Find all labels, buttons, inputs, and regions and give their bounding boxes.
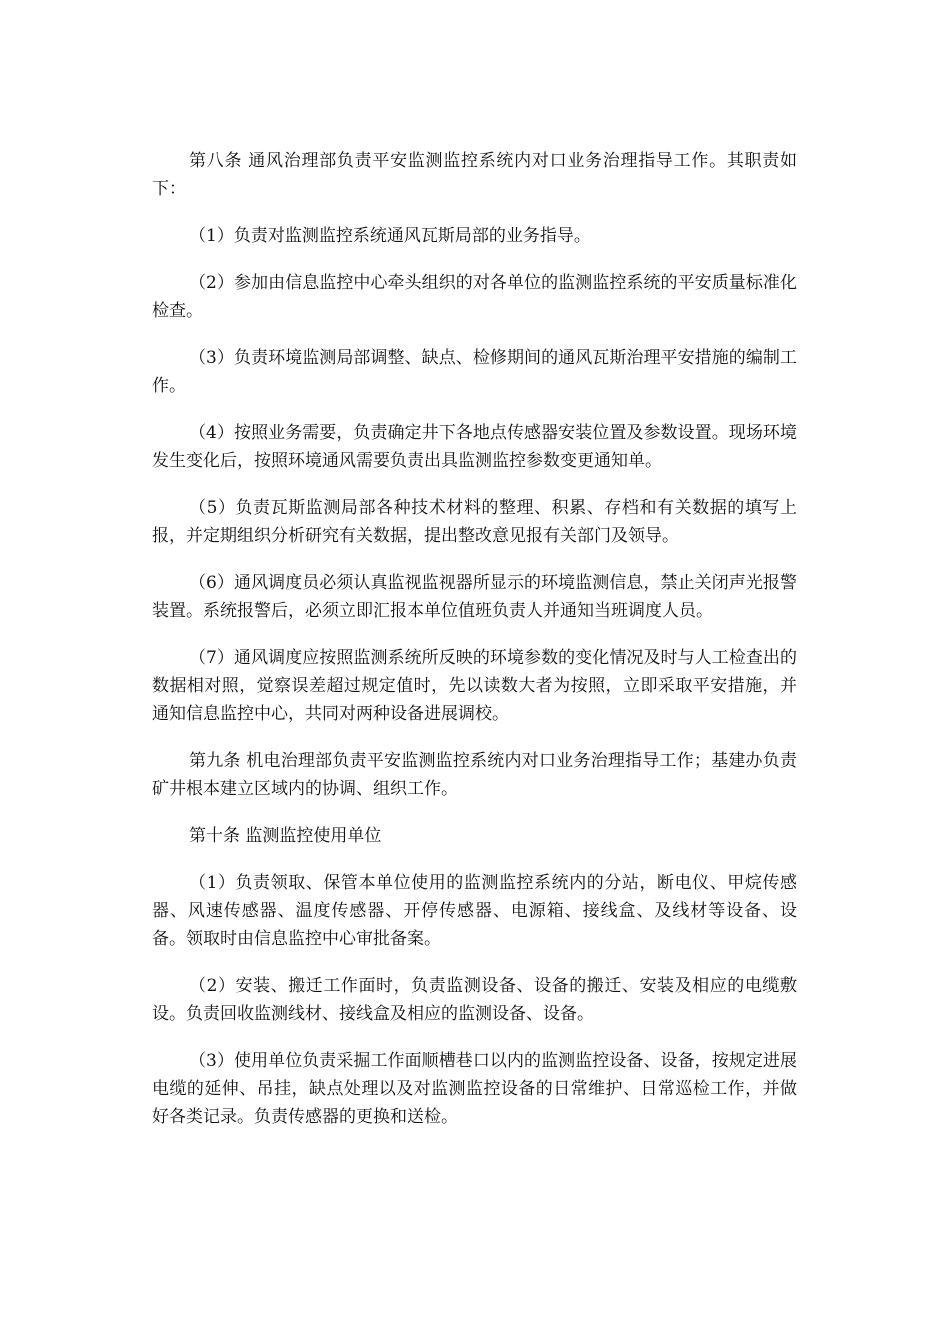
article-8-item-5: （5）负责瓦斯监测局部各种技术材料的整理、积累、存档和有关数据的填写上报，并定期组织分析研究有关数据，提出整改意见报有关部门及领导。: [152, 498, 797, 546]
article-8-item-1: （1）负责对监测监控系统通风瓦斯局部的业务指导。: [189, 226, 591, 246]
article-10-item-2: （2）安装、搬迁工作面时，负责监测设备、设备的搬迁、安装及相应的电缆敷设。负责回收监测线材、接线盒及相应的监测设备、设备。: [152, 976, 797, 1024]
article-8-item-2: （2）参加由信息监控中心牵头组织的对各单位的监测监控系统的平安质量标准化检查。: [152, 273, 797, 321]
article-10-item-1: （1）负责领取、保管本单位使用的监测监控系统内的分站，断电仪、甲烷传感器、风速传感器、温度传感器、开停传感器、电源箱、接线盒、及线材等设备、设备。领取时由信息监控中心审批备案。: [152, 873, 797, 949]
article-8-heading-paragraph: 第八条 通风治理部负责平安监测监控系统内对口业务治理指导工作。其职责如下：: [152, 151, 797, 199]
article-10-heading: 第十条 监测监控使用单位: [189, 826, 382, 846]
document-body: [152, 147, 797, 1150]
article-8-item-7: （7）通风调度应按照监测系统所反映的环境参数的变化情况及时与人工检查出的数据相对照，觉察误差超过规定值时，先以读数大者为按照，立即采取平安措施，并通知信息监控中心，共同对两种设备进展调校。: [152, 648, 797, 724]
article-10-item-3: （3）使用单位负责采掘工作面顺槽巷口以内的监测监控设备、设备，按规定进展电缆的延伸、吊挂，缺点处理以及对监测监控设备的日常维护、日常巡检工作，并做好各类记录。负责传感器的更换和送检。: [152, 1051, 797, 1127]
article-9-paragraph: 第九条 机电治理部负责平安监测监控系统内对口业务治理指导工作；基建办负责矿井根本建立区域内的协调、组织工作。: [152, 751, 797, 799]
article-8-item-4: （4）按照业务需要，负责确定井下各地点传感器安装位置及参数设置。现场环境发生变化后，按照环境通风需要负责出具监测监控参数变更通知单。: [152, 423, 797, 471]
article-8-item-3: （3）负责环境监测局部调整、缺点、检修期间的通风瓦斯治理平安措施的编制工作。: [152, 348, 797, 396]
article-8-item-6: （6）通风调度员必须认真监视监视器所显示的环境监测信息，禁止关闭声光报警装置。系统报警后，必须立即汇报本单位值班负责人并通知当班调度人员。: [152, 573, 797, 621]
